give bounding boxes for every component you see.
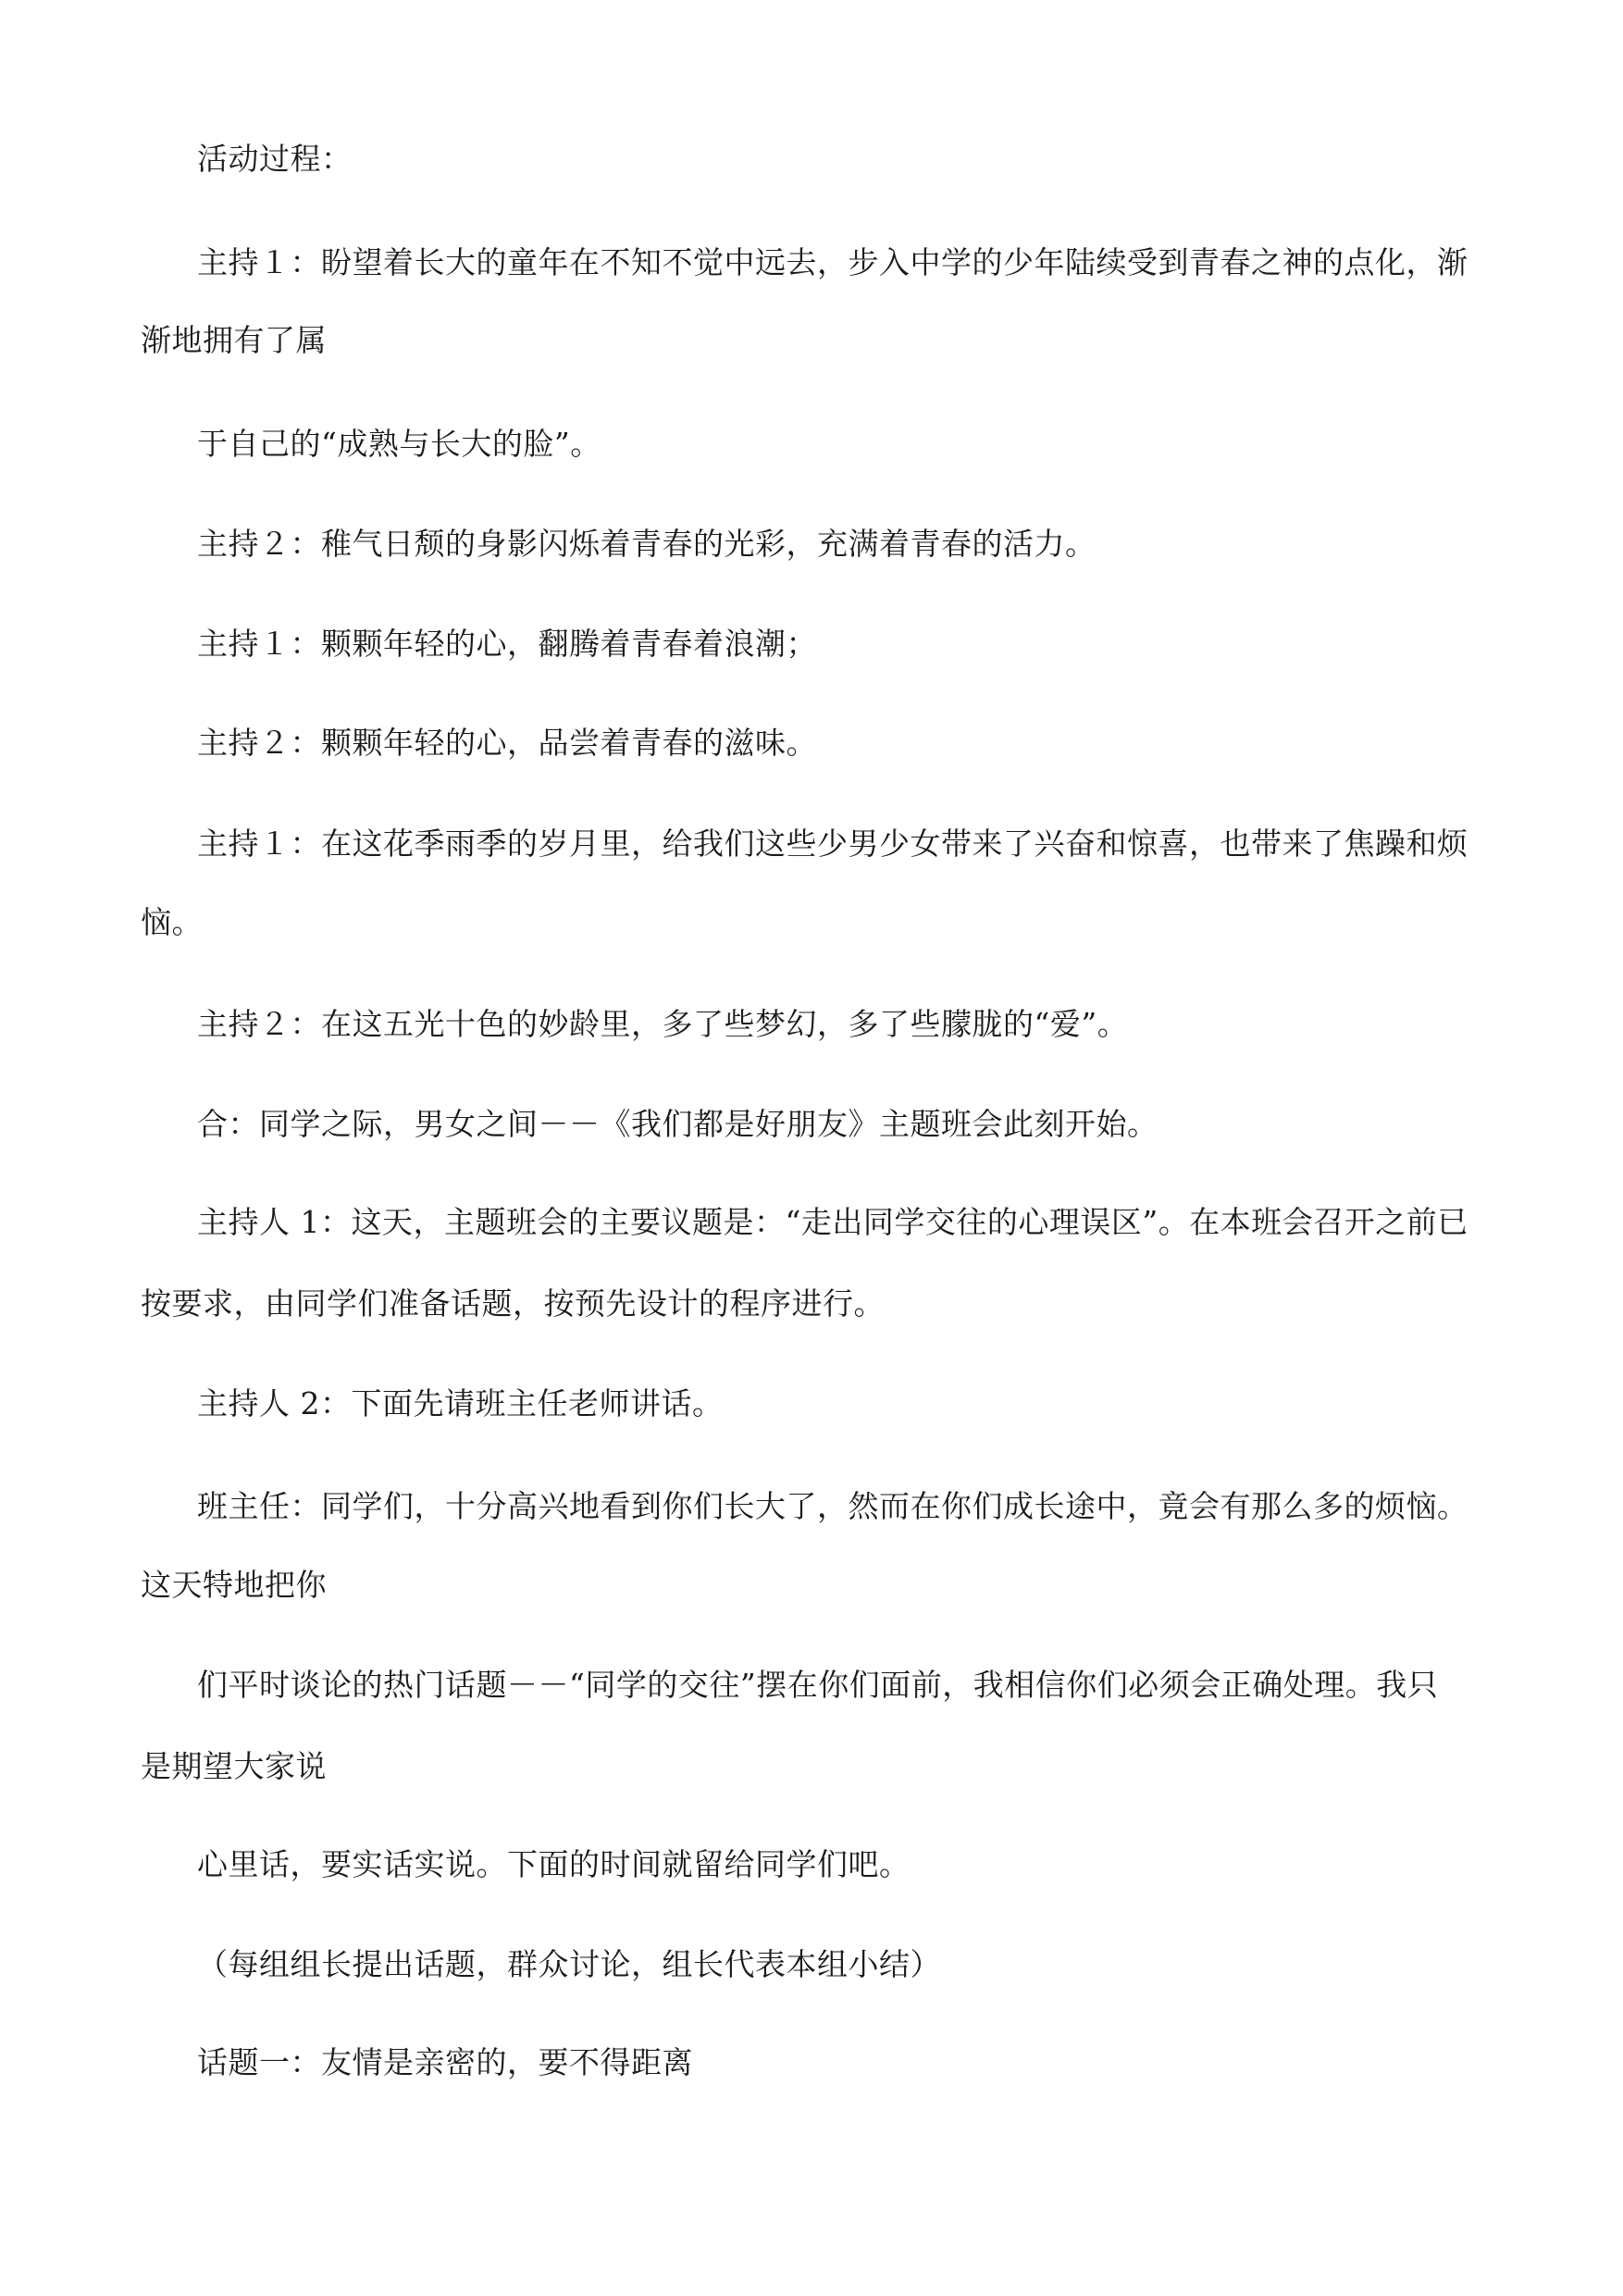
text-line-19: 心里话，要实话实说。下面的时间就留给同学们吧。 [197,1846,911,1882]
text-line-9: 恼。 [141,904,203,940]
text-line-12: 主持人 1：这天，主题班会的主要议题是：“走出同学交往的心理误区”。在本班会召开之前已 [197,1204,1468,1240]
text-line-10: 主持２：在这五光十色的妙龄里，多了些梦幻，多了些朦胧的“爱”。 [197,1006,1129,1042]
text-line-5: 主持２：稚气日颓的身影闪烁着青春的光彩，充满着青春的活力。 [197,526,1096,562]
text-line-2: 主持１：盼望着长大的童年在不知不觉中远去，步入中学的少年陆续受到青春之神的点化，渐 [197,244,1468,280]
text-line-8: 主持１：在这花季雨季的岁月里，给我们这些少男少女带来了兴奋和惊喜，也带来了焦躁和烦 [197,825,1468,862]
text-line-21: 话题一：友情是亲密的，要不得距离 [197,2044,693,2080]
text-line-18: 是期望大家说 [141,1748,327,1784]
text-line-20: （每组组长提出话题，群众讨论，组长代表本组小结） [197,1946,941,1982]
text-line-16: 这天特地把你 [141,1567,327,1603]
text-line-11: 合：同学之际，男女之间－－《我们都是好朋友》主题班会此刻开始。 [197,1106,1158,1142]
text-line-1: 活动过程： [197,141,353,177]
text-line-3: 渐地拥有了属 [141,322,327,358]
text-line-7: 主持２：颗颗年轻的心，品尝着青春的滋味。 [197,725,817,761]
text-line-14: 主持人 2：下面先请班主任老师讲话。 [197,1385,724,1421]
text-line-13: 按要求，由同学们准备话题，按预先设计的程序进行。 [141,1285,885,1322]
text-line-4: 于自己的“成熟与长大的脸”。 [197,426,601,462]
text-line-15: 班主任：同学们，十分高兴地看到你们长大了，然而在你们成长途中，竟会有那么多的烦恼。 [197,1488,1468,1524]
text-line-17: 们平时谈论的热门话题－－“同学的交往”摆在你们面前，我相信你们必须会正确处理。我只 [197,1667,1439,1703]
text-line-6: 主持１：颗颗年轻的心，翻腾着青春着浪潮； [197,626,817,662]
